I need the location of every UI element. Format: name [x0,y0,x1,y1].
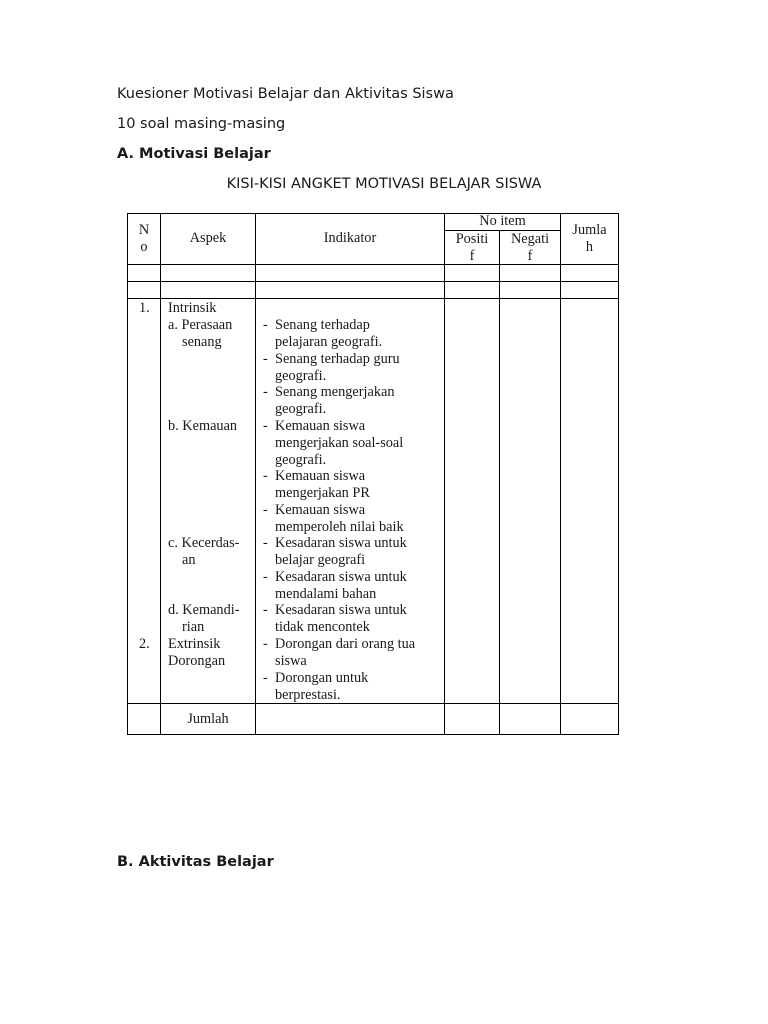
indikator-text: mengerjakan soal-soal [275,435,404,451]
aspek-label: Intrinsik [168,300,217,316]
document-subtitle: 10 soal masing-masing [117,116,286,132]
indikator-text: Senang terhadap guru [275,351,400,367]
bullet-dash: - [263,468,268,484]
indikator-text: tidak mencontek [275,619,370,635]
header-aspek: Aspek [189,230,227,246]
document-title: Kuesioner Motivasi Belajar dan Aktivitas Siswa [117,86,454,102]
indikator-text: geografi. [275,452,327,468]
indikator-text: Senang terhadap [275,317,370,333]
header-no: N o [138,222,150,255]
indikator-text: pelajaran geografi. [275,334,383,350]
bullet-dash: - [263,569,268,585]
indikator-text: mendalami bahan [275,586,377,602]
indikator-text: belajar geografi [275,552,366,568]
indikator-text: geografi. [275,401,327,417]
header-negatif: Negati f [510,231,550,264]
aspek-label: d. Kemandi- [168,602,240,618]
row-number: 2. [139,636,150,652]
header-positif: Positi f [455,231,489,264]
indikator-text: Senang mengerjakan [275,384,395,400]
bullet-dash: - [263,602,268,618]
section-b-heading: B. Aktivitas Belajar [117,854,274,870]
table-title: KISI-KISI ANGKET MOTIVASI BELAJAR SISWA [226,176,542,192]
aspek-label: b. Kemauan [168,418,238,434]
indikator-text: Kesadaran siswa untuk [275,569,407,585]
indikator-text: memperoleh nilai baik [275,519,404,535]
section-a-heading: A. Motivasi Belajar [117,146,271,162]
indikator-text: berprestasi. [275,687,341,703]
aspek-label: Extrinsik [168,636,221,652]
row-number: 1. [139,300,150,316]
header-indikator: Indikator [323,230,377,246]
bullet-dash: - [263,636,268,652]
aspek-label: an [182,552,196,568]
aspek-label: c. Kecerdas- [168,535,240,551]
aspek-label: rian [182,619,205,635]
bullet-dash: - [263,351,268,367]
indikator-text: Kesadaran siswa untuk [275,535,407,551]
aspek-label: a. Perasaan [168,317,233,333]
indikator-text: Dorongan untuk [275,670,369,686]
bullet-dash: - [263,502,268,518]
bullet-dash: - [263,670,268,686]
indikator-text: mengerjakan PR [275,485,370,501]
indikator-text: Kemauan siswa [275,468,366,484]
footer-jumlah-label: Jumlah [187,711,229,727]
indikator-text: Dorongan dari orang tua [275,636,416,652]
bullet-dash: - [263,317,268,333]
aspek-label: Dorongan [168,653,226,669]
header-no-item: No item [479,213,526,229]
bullet-dash: - [263,418,268,434]
indikator-text: Kemauan siswa [275,418,366,434]
indikator-text: Kemauan siswa [275,502,366,518]
aspek-label: senang [182,334,222,350]
bullet-dash: - [263,384,268,400]
bullet-dash: - [263,535,268,551]
indikator-text: siswa [275,653,307,669]
indikator-text: geografi. [275,368,327,384]
header-jumlah: Jumla h [572,222,607,255]
indikator-text: Kesadaran siswa untuk [275,602,407,618]
